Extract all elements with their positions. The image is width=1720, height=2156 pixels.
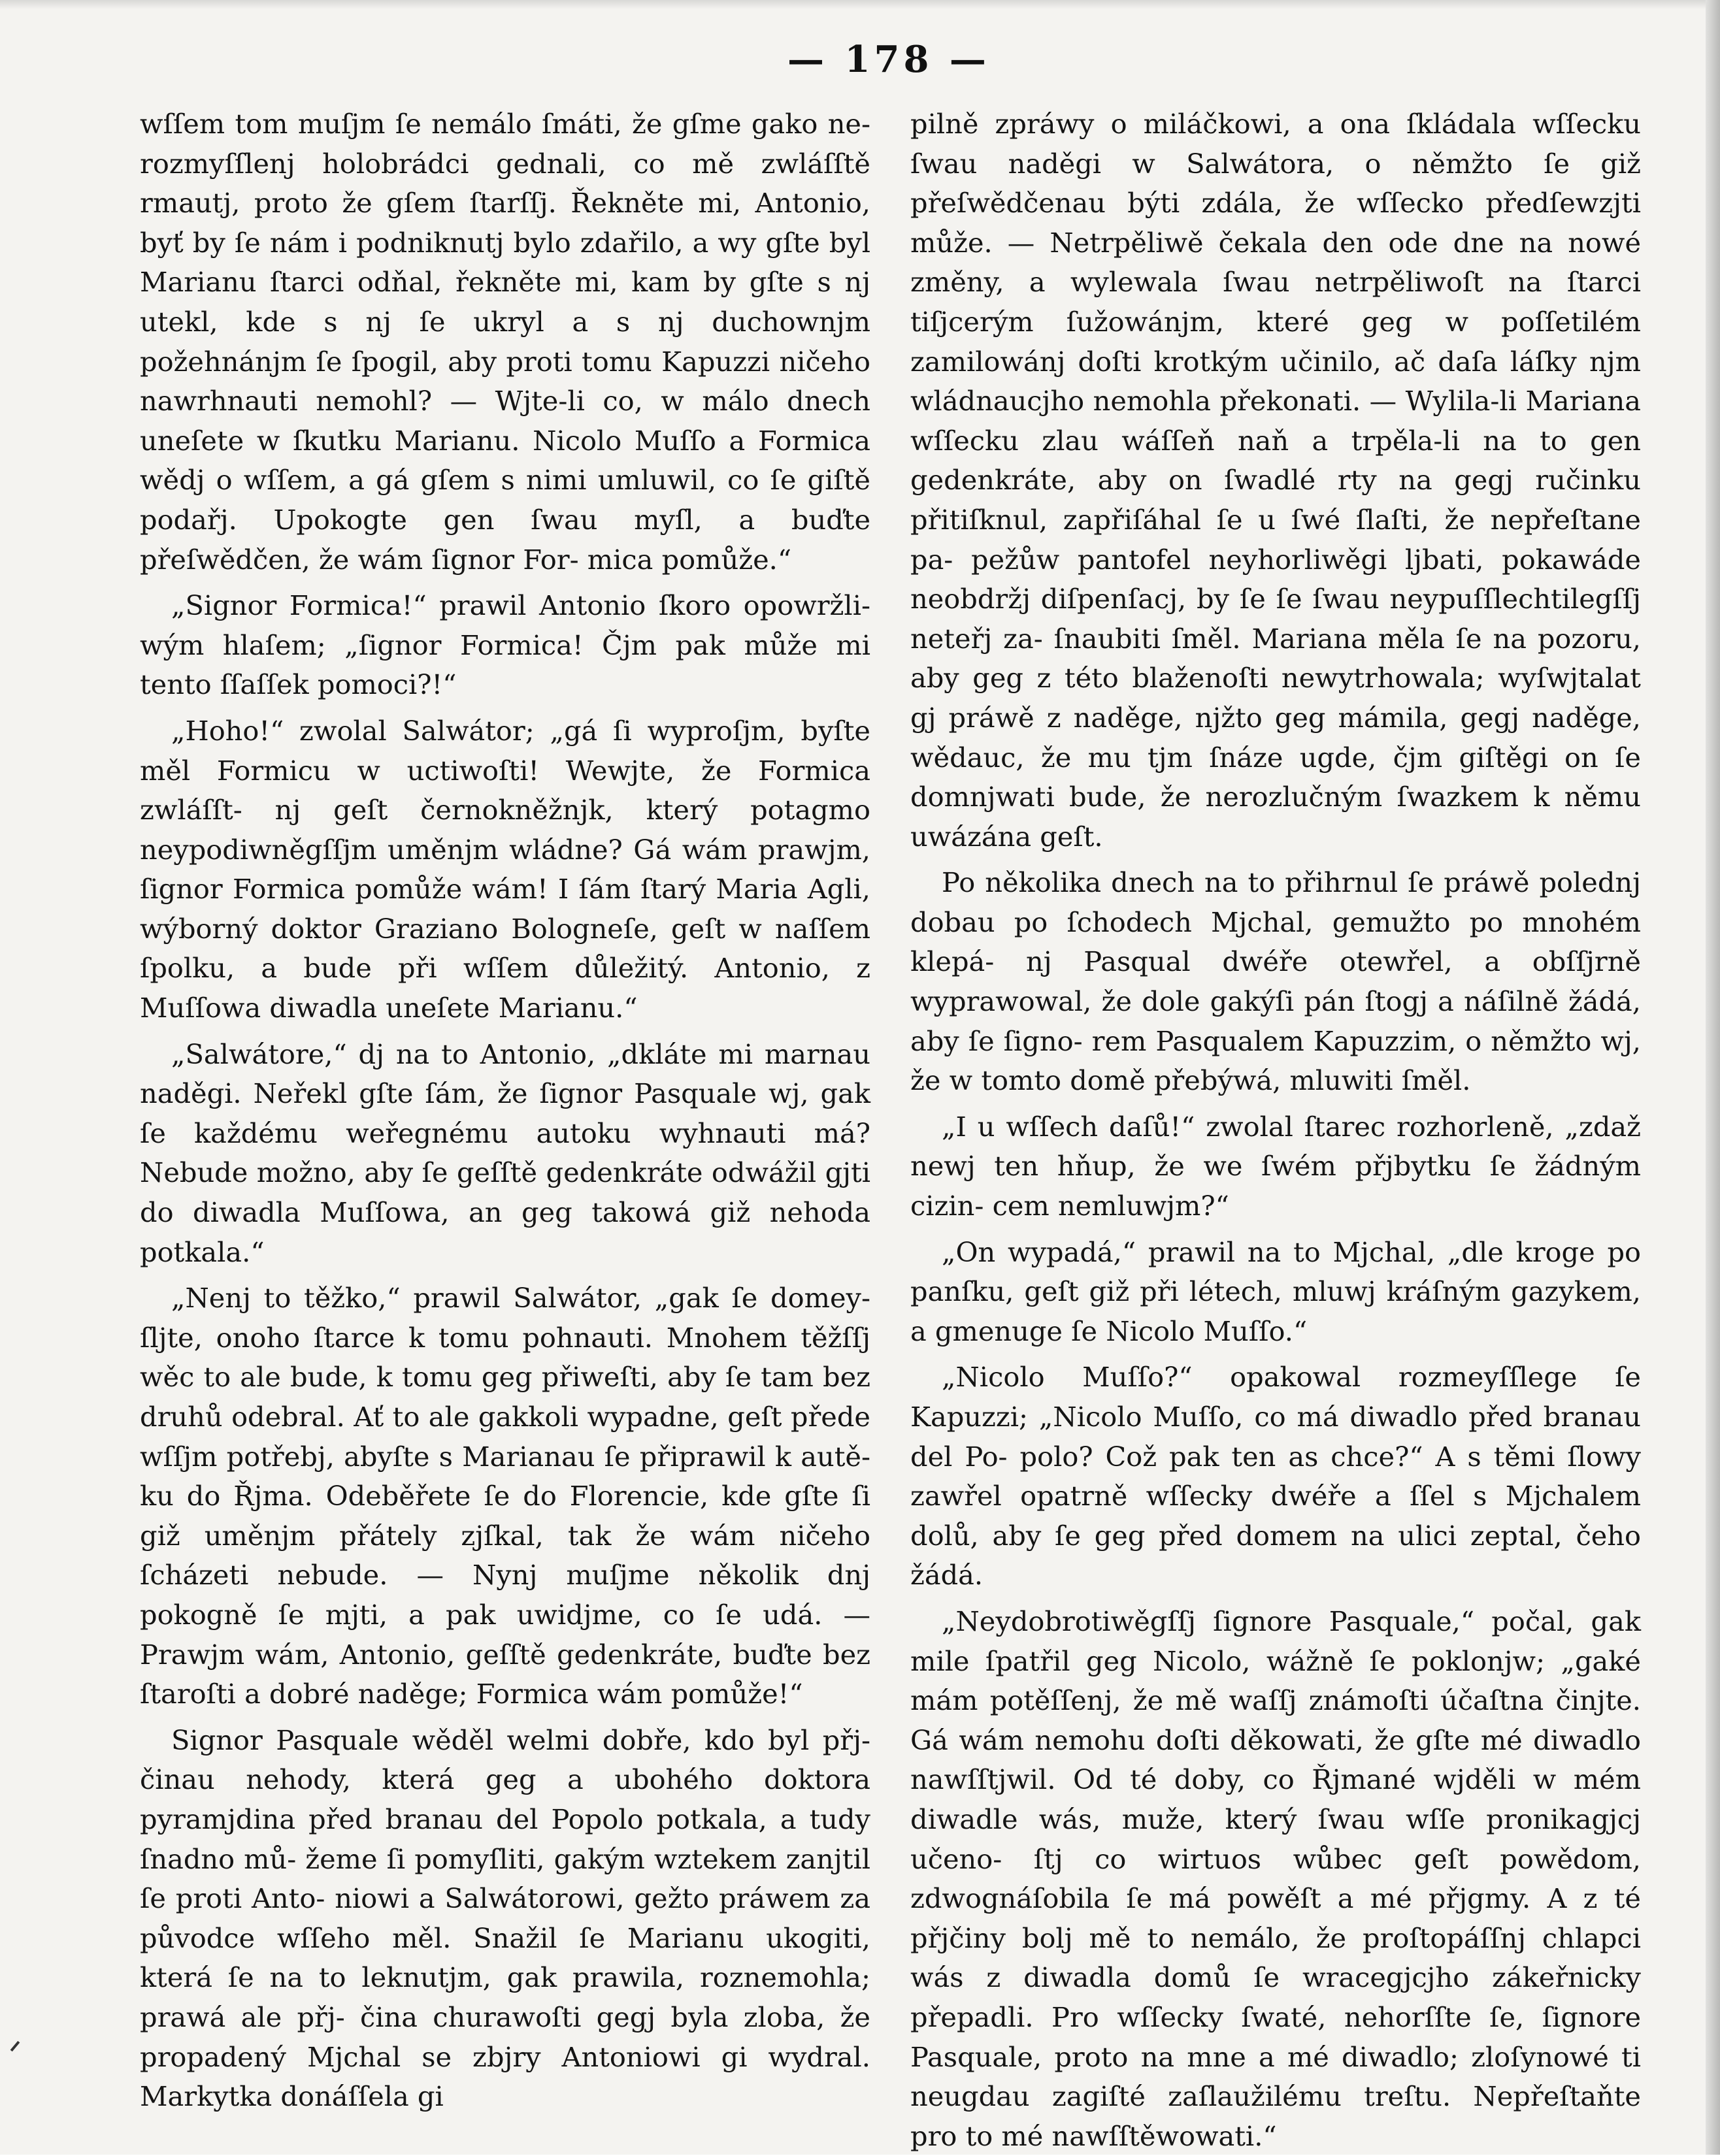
paragraph: „Signor Formica!“ prawil Antonio ſkoro opowržli- wým hlaſem; „ſignor Formica! Čjm pak může mi tento ſſaſſek pomoci?!“ bbox=[140, 589, 870, 701]
paragraph: pilně zpráwy o miláčkowi, a ona ſkládala wſſecku ſwau naděgi w Salwátora, o němžto ſe giž přeſwědčenau býti zdála, že wſſecko předſewzjti může. — Netrpěliwě čekala den ode dne na nowé změny, a wylewala ſwau netrpěliwoſt na ſtarci tiſjcerým ſužowánjm, které geg w poſſetilém zamilowánj doſti krotkým učinilo, ač daſa láſky njm wládnaucjho nemohla překonati. — Wylila-li Mariana wſſecku zlau wáſſeň naň a trpěla-li na to gen gedenkráte, aby on ſwadlé rty na gegj ručinku přitiſknul, zapřiſáhal ſe u ſwé ſlaſti, že nepřeſtane pa- pežůw pantofel neyhorliwěgi ljbati, pokawáde neobdržj diſpenſacj, by ſe ſe ſwau neypuſſlechtilegſſj neteřj za- ſnaubiti ſměl. Mariana měla ſe na pozoru, aby geg z této blaženoſti newytrhowala; wyſwjtalat gj práwě z naděge, njžto geg mámila, gegj naděge, wědauc, že mu tjm ſnáze ugde, čjm giſtěgi on ſe domnjwati bude, že nerozlučným ſwazkem k němu uwázána geſt. bbox=[910, 108, 1641, 853]
paragraph: Po několika dnech na to přihrnul ſe práwě polednj dobau po ſchodech Mjchal, gemužto po mnohém klepá- nj Pasqual dwéře otewřel, a obſſjrně wyprawowal, že dole gakýſi pán ſtogj a náſilně žádá, aby ſe ſigno- rem Pasqualem Kapuzzim, o němžto wj, že w tomto domě přebýwá, mluwiti ſměl. bbox=[910, 866, 1641, 1097]
page-number: — 178 — bbox=[787, 38, 990, 81]
paragraph: „On wypadá,“ prawil na to Mjchal, „dle kroge po panſku, geſt giž při létech, mluwj kráſným gazykem, a gmenuge ſe Nicolo Muſſo.“ bbox=[910, 1235, 1641, 1347]
paragraph: „Hoho!“ zwolal Salwátor; „gá ſi wyproſjm, byſte měl Formicu w uctiwoſti! Wewjte, že Formica zwláſſt- nj geſt černokněžnjk, který potagmo neypodiwněgſſjm uměnjm wládne? Gá wám prawjm, ſignor Formica pomůže wám! I ſám ſtarý Maria Agli, wýborný doktor Graziano Bologneſe, geſt w naſſem ſpolku, a bude při wſſem důležitý. Antonio, z Muſſowa diwadla uneſete Marianu.“ bbox=[140, 714, 870, 1024]
scan-right-edge bbox=[1706, 0, 1720, 2155]
paragraph: wſſem tom muſjm ſe nemálo ſmáti, že gſme gako ne- rozmyſſlenj holobrádci gednali, co mě zwláſſtě rmautj, proto že gſem ſtarſſj. Řekněte mi, Antonio, byť by ſe nám i podniknutj bylo zdařilo, a wy gſte byl Marianu ſtarci odňal, řekněte mi, kam by gſte s nj utekl, kde s nj ſe ukryl a s nj duchownjm požehnánjm ſe ſpogil, aby proti tomu Kapuzzi ničeho nawrhnauti nemohl? — Wjte-li co, w málo dnech uneſete w ſkutku Marianu. Nicolo Muſſo a Formica wědj o wſſem, a gá gſem s nimi umluwil, co ſe giſtě podařj. Upokogte gen ſwau myſl, a buďte přeſwědčen, že wám ſignor For- mica pomůže.“ bbox=[140, 108, 870, 576]
paragraph: „Salwátore,“ dj na to Antonio, „dkláte mi marnau naděgi. Neřekl gſte ſám, že ſignor Pasquale wj, gak ſe každému weřegnému autoku wyhnauti má? Nebude možno, aby ſe geſſtě gedenkráte odwážil gjti do diwadla Muſſowa, an geg takowá giž nehoda potkala.“ bbox=[140, 1037, 870, 1268]
right-text-column bbox=[910, 105, 1641, 2156]
paragraph: „I u wſſech daſů!“ zwolal ſtarec rozhorleně, „zdaž newj ten hňup, že we ſwém přjbytku ſe žádným cizin- cem nemluwjm?“ bbox=[910, 1110, 1641, 1222]
paragraph: „Nenj to těžko,“ prawil Salwátor, „gak ſe domey- ſljte, onoho ſtarce k tomu pohnauti. Mnohem těžſſj wěc to ale bude, k tomu geg přiweſti, aby ſe tam bez druhů odebral. Ať to ale gakkoli wypadne, geſt přede wſſjm potřebj, abyſte s Marianau ſe připrawil k autě- ku do Řjma. Odeběřete ſe do Florencie, kde gſte ſi giž uměnjm přátely zjſkal, tak že wám ničeho ſcházeti nebude. — Nynj muſjme několik dnj pokogně ſe mjti, a pak uwidjme, co ſe udá. — Prawjm wám, Antonio, geſſtě gedenkráte, buďte bez ſtaroſti a dobré naděge; Formica wám pomůže!“ bbox=[140, 1282, 870, 1710]
scan-top-edge bbox=[0, 0, 1720, 9]
left-text-column bbox=[140, 105, 870, 2117]
paragraph: „Neydobrotiwěgſſj ſignore Pasquale,“ počal, gak mile ſpatřil geg Nicolo, wážně ſe poklonjw; „gaké mám potěſſenj, že mě waſſj známoſti účaſtna činjte. Gá wám nemohu doſti děkowati, že gſte mé diwadlo nawſſtjwil. Od té doby, co Řjmané wjděli w mém diwadle wás, muže, který ſwau wſſe pronikagjcj učeno- ſtj co wirtuos wůbec geſt powědom, zdwognáſobila ſe má powěſt a mé přjgmy. A z té přjčiny bolj mě to nemálo, že proſtopáſſnj chlapci wás z diwadla domů ſe wracegjcjho zákeřnicky přepadli. Pro wſſecky ſwaté, nehorſſte ſe, ſignore Pasquale, proto na mne a mé diwadlo; zloſynowé ti neugdau zagiſté zaſlaužilému treſtu. Nepřeſtaňte pro to mé nawſſtěwowati.“ bbox=[910, 1605, 1641, 2152]
paragraph: Signor Pasquale wěděl welmi dobře, kdo byl přj- činau nehody, která geg a ubohého doktora pyramjdina před branau del Popolo potkala, a tudy ſnadno mů- žeme ſi pomyſliti, gakým wztekem zanjtil ſe proti Anto- niowi a Salwátorowi, gežto práwem za původce wſſeho měl. Snažil ſe Marianu ukogiti, která ſe na to leknutjm, gak prawila, roznemohla; prawá ale přj- čina churawoſti gegj byla zloba, že propadený Mjchal se zbjry Antoniowi gi wydral. Markytka donáſſela gi bbox=[140, 1723, 870, 2113]
paragraph: „Nicolo Muſſo?“ opakowal rozmeyſſlege ſe Kapuzzi; „Nicolo Muſſo, co má diwadlo před branau del Po- polo? Což pak ten as chce?“ A s těmi ſlowy zawřel opatrně wſſecky dwéře a ſſel s Mjchalem dolů, aby ſe geg před domem na ulici zeptal, čeho žádá. bbox=[910, 1361, 1641, 1592]
